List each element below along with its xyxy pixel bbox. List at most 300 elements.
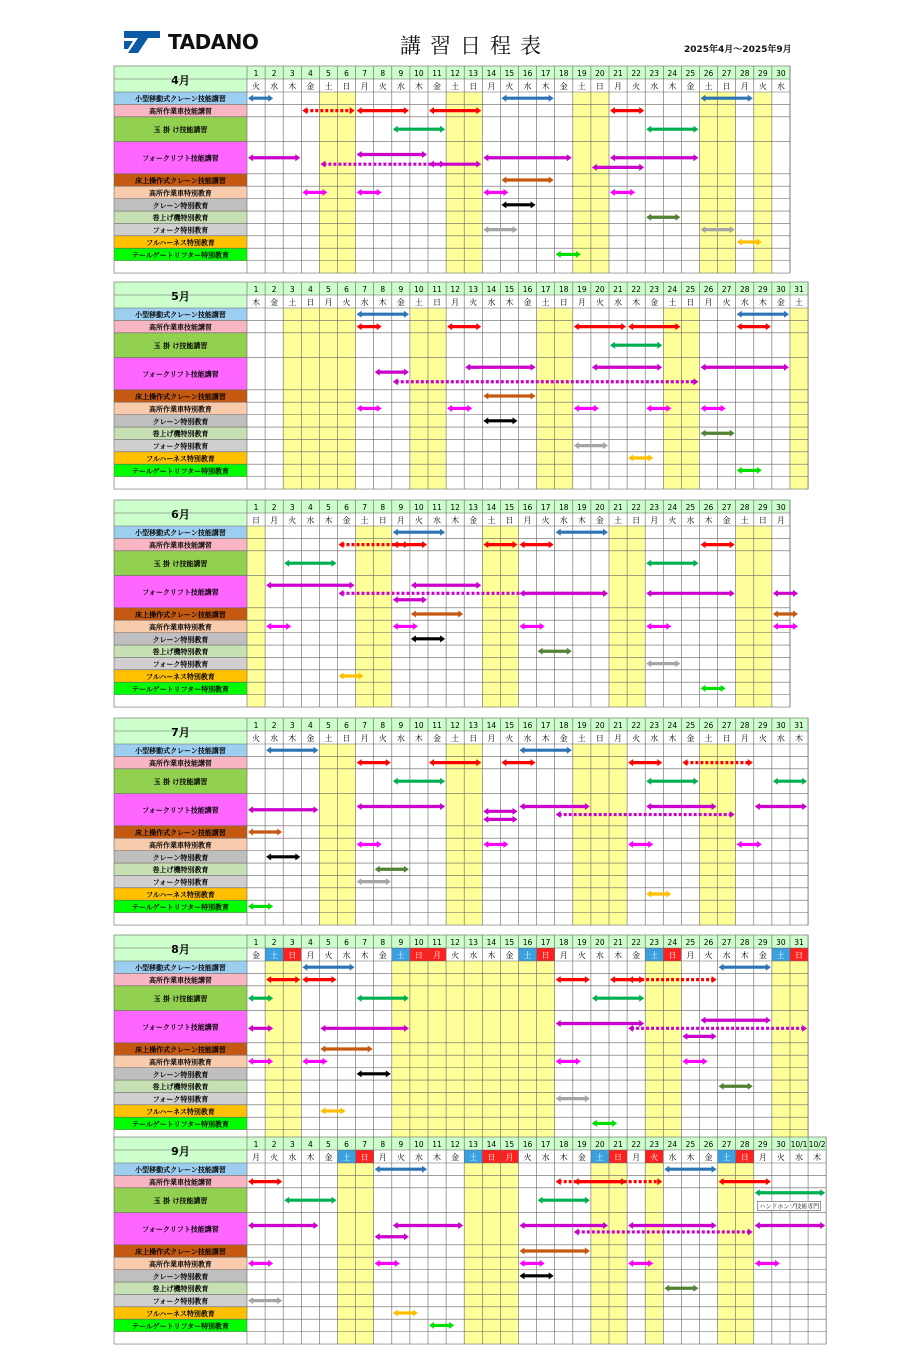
- day-number: 1: [253, 68, 259, 78]
- month-title: 7月: [171, 725, 190, 739]
- weekday-label: 金: [559, 81, 568, 91]
- weekday-label: 木: [541, 81, 550, 91]
- day-number: 19: [577, 68, 587, 78]
- schedule-bar-fullharness: [320, 1108, 345, 1115]
- day-number: 22: [631, 284, 641, 294]
- schedule-bar-tamakake: [592, 995, 644, 1002]
- weekday-label: 木: [306, 1152, 315, 1162]
- day-number: 10: [414, 284, 424, 294]
- day-number: 17: [540, 68, 551, 78]
- weekday-label: 火: [288, 515, 297, 525]
- weekday-label: 土: [523, 950, 532, 960]
- weekday-label: 日: [722, 733, 731, 743]
- month-grid-aug: [114, 935, 808, 1142]
- course-label: 高所作業車特別教育: [149, 189, 212, 198]
- day-number: 14: [486, 502, 497, 512]
- day-number: 8: [380, 1139, 386, 1149]
- day-number: 14: [486, 68, 497, 78]
- day-number: 25: [685, 284, 696, 294]
- course-label: 巻上げ機特別教育: [152, 430, 209, 439]
- course-label: 高所作業車特別教育: [149, 841, 212, 850]
- day-number: 11: [432, 68, 442, 78]
- weekday-label: 金: [433, 733, 442, 743]
- course-label: 高所作業車技能講習: [149, 976, 212, 985]
- day-number: 9: [398, 720, 404, 730]
- day-number: 2: [271, 937, 277, 947]
- schedule-bar-kogata: [737, 311, 789, 318]
- day-number: 28: [739, 1139, 750, 1149]
- day-number: 17: [540, 937, 551, 947]
- weekday-label: 月: [306, 950, 315, 960]
- weekday-label: 木: [414, 81, 423, 91]
- day-number: 3: [289, 937, 295, 947]
- schedule-bar-forklift: [519, 590, 607, 597]
- day-number: 29: [758, 284, 768, 294]
- schedule-bar-tamakake: [284, 1197, 336, 1204]
- month-title: 4月: [171, 73, 190, 87]
- weekday-label: 土: [776, 950, 785, 960]
- weekday-label: 月: [523, 515, 532, 525]
- weekday-label: 土: [396, 950, 405, 960]
- day-number: 24: [667, 284, 678, 294]
- schedule-bar-koshotokubetsu: [375, 1260, 400, 1267]
- day-number: 21: [613, 68, 623, 78]
- weekday-label: 日: [360, 1152, 369, 1162]
- weekday-label: 日: [595, 81, 604, 91]
- course-label: 床上操作式クレーン技能講習: [135, 829, 226, 838]
- schedule-bar-tailgate: [429, 1322, 454, 1329]
- weekday-label: 火: [704, 950, 713, 960]
- weekday-label: 火: [270, 1152, 279, 1162]
- weekday-label: 月: [324, 297, 333, 307]
- day-number: 27: [721, 284, 732, 294]
- schedule-bar-koshotokubetsu: [556, 1058, 581, 1065]
- day-number: 12: [450, 68, 460, 78]
- weekday-label: 日: [469, 81, 478, 91]
- schedule-bar-kogata: [248, 95, 273, 102]
- day-number: 13: [468, 720, 479, 730]
- weekday-label: 日: [342, 81, 351, 91]
- page-title: 講習日程表: [400, 34, 550, 58]
- course-label: 玉 掛 け技能講習: [153, 778, 208, 787]
- day-number: 15: [504, 937, 515, 947]
- weekday-label: 月: [614, 81, 623, 91]
- day-number: 18: [558, 284, 569, 294]
- weekday-label: 日: [722, 81, 731, 91]
- weekday-label: 木: [288, 81, 297, 91]
- day-number: 27: [721, 720, 732, 730]
- day-number: 29: [758, 502, 768, 512]
- schedule-bar-koshotokubetsu: [519, 623, 544, 630]
- day-number: 9: [398, 502, 404, 512]
- schedule-bar-koshotokubetsu: [700, 405, 725, 412]
- day-number: 9: [398, 937, 404, 947]
- day-number: 9: [398, 1139, 404, 1149]
- day-number: 16: [522, 720, 533, 730]
- schedule-bar-koshotokubetsu: [393, 623, 418, 630]
- schedule-bar-forklift: [755, 803, 807, 810]
- month-grid-sep: [114, 1137, 826, 1344]
- day-number: 26: [703, 502, 714, 512]
- schedule-bar-kogata: [719, 964, 771, 971]
- day-number: 12: [450, 284, 460, 294]
- course-label: フォークリフト技能講習: [142, 806, 219, 815]
- weekday-label: 木: [414, 733, 423, 743]
- course-label: 高所作業車特別教育: [149, 1260, 212, 1269]
- weekday-label: 火: [252, 733, 261, 743]
- course-label: テールゲートリフター特別教育: [131, 1322, 230, 1331]
- schedule-bar-koshotokubetsu: [737, 841, 762, 848]
- month-block-apr: [114, 66, 790, 273]
- day-number: 14: [486, 284, 497, 294]
- day-number: 15: [504, 720, 515, 730]
- weekday-label: 木: [324, 515, 333, 525]
- day-number: 10: [414, 937, 424, 947]
- schedule-bar-koshosagyo: [357, 107, 409, 114]
- day-number: 18: [558, 502, 569, 512]
- weekday-label: 水: [396, 733, 405, 743]
- day-number: 20: [595, 937, 605, 947]
- day-number: 19: [577, 502, 587, 512]
- schedule-bar-koshotokubetsu: [773, 623, 798, 630]
- day-number: 26: [703, 720, 714, 730]
- day-number: 5: [326, 68, 331, 78]
- day-number: 30: [776, 68, 786, 78]
- weekday-label: 日: [541, 950, 550, 960]
- weekday-label: 土: [487, 515, 496, 525]
- weekday-label: 金: [559, 733, 568, 743]
- weekday-label: 木: [505, 297, 514, 307]
- day-number: 7: [362, 1139, 368, 1149]
- schedule-bar-kogata: [501, 95, 553, 102]
- month-title: 5月: [171, 289, 190, 303]
- course-label: 巻上げ機特別教育: [152, 866, 209, 875]
- month-grid-jul: [114, 718, 808, 925]
- month-grid-jun: [114, 500, 790, 707]
- course-label: 床上操作式クレーン技能講習: [135, 611, 226, 620]
- course-label: 高所作業車技能講習: [149, 541, 212, 550]
- weekday-label: 木: [668, 733, 677, 743]
- course-label: 床上操作式クレーン技能講習: [135, 393, 226, 402]
- day-number: 22: [631, 68, 641, 78]
- weekday-label: 金: [469, 515, 478, 525]
- weekday-label: 月: [451, 297, 460, 307]
- schedule-bar-koshotokubetsu: [266, 623, 291, 630]
- course-label: フォーク特別教育: [152, 660, 209, 669]
- weekday-label: 土: [541, 297, 550, 307]
- schedule-bar-shojo: [320, 1046, 372, 1053]
- weekday-label: 火: [252, 81, 261, 91]
- course-label: 床上操作式クレーン技能講習: [135, 177, 226, 186]
- schedule-bar-fullharness: [393, 1310, 418, 1317]
- weekday-label: 土: [360, 515, 369, 525]
- weekday-label: 日: [668, 950, 677, 960]
- weekday-label: 水: [740, 297, 749, 307]
- weekday-label: 土: [704, 81, 713, 91]
- day-number: 15: [504, 502, 515, 512]
- schedule-period: 2025年4月～2025年9月: [684, 45, 792, 55]
- course-label: 玉 掛 け技能講習: [153, 560, 208, 569]
- weekday-label: 日: [414, 950, 423, 960]
- schedule-bar-koshotokubetsu: [755, 1260, 780, 1267]
- weekday-label: 日: [487, 1152, 496, 1162]
- day-number: 27: [721, 68, 732, 78]
- weekday-label: 月: [505, 1152, 514, 1162]
- weekday-label: 木: [668, 81, 677, 91]
- weekday-label: 木: [686, 1152, 695, 1162]
- day-number: 6: [344, 1139, 349, 1149]
- weekday-label: 月: [360, 733, 369, 743]
- weekday-label: 土: [414, 297, 423, 307]
- course-label: テールゲートリフター特別教育: [132, 1120, 230, 1129]
- weekday-label: 水: [722, 950, 731, 960]
- course-label: 小型移動式クレーン技能講習: [135, 1166, 226, 1175]
- weekday-label: 金: [704, 1152, 713, 1162]
- weekday-label: 水: [414, 1152, 423, 1162]
- weekday-label: 月: [704, 297, 713, 307]
- day-number: 18: [558, 1139, 569, 1149]
- day-number: 31: [794, 720, 804, 730]
- weekday-label: 水: [776, 733, 785, 743]
- course-label: 玉 掛 け技能講習: [153, 342, 208, 351]
- weekday-label: 土: [288, 297, 297, 307]
- course-label: 玉 掛 け技能講習: [153, 1197, 208, 1206]
- weekday-label: 金: [270, 297, 279, 307]
- schedule-bar-forklift: [483, 154, 571, 161]
- day-number: 21: [613, 720, 623, 730]
- day-number: 6: [344, 68, 349, 78]
- course-label: クレーン特別教育: [152, 1272, 209, 1281]
- weekday-label: 水: [541, 1152, 550, 1162]
- course-label: 小型移動式クレーン技能講習: [135, 964, 226, 973]
- day-number: 18: [558, 68, 569, 78]
- weekday-label: 金: [722, 515, 731, 525]
- day-number: 11: [432, 502, 442, 512]
- course-label: クレーン特別教育: [152, 853, 209, 862]
- schedule-bar-forklift: [700, 364, 788, 371]
- day-number: 5: [326, 284, 331, 294]
- day-number: 17: [540, 1139, 551, 1149]
- schedule-bar-koshotokubetsu: [628, 841, 653, 848]
- day-number: 26: [703, 284, 714, 294]
- course-label: フォークリフト技能講習: [142, 588, 219, 597]
- month-block-jun: [114, 500, 790, 707]
- day-number: 1: [253, 502, 259, 512]
- weekday-label: 火: [342, 297, 351, 307]
- day-number: 5: [326, 502, 331, 512]
- day-number: 29: [758, 937, 768, 947]
- weekday-label: 月: [577, 297, 586, 307]
- weekday-label: 金: [324, 1152, 333, 1162]
- weekday-label: 土: [324, 733, 333, 743]
- weekday-label: 水: [650, 733, 659, 743]
- day-number: 15: [504, 68, 515, 78]
- weekday-label: 日: [632, 515, 641, 525]
- weekday-label: 火: [469, 297, 478, 307]
- month-block-jul: [114, 718, 808, 925]
- day-number: 7: [362, 937, 368, 947]
- day-number: 19: [577, 720, 587, 730]
- day-number: 31: [794, 284, 804, 294]
- day-number: 28: [739, 502, 750, 512]
- weekday-label: 木: [740, 950, 749, 960]
- course-label: フルハーネス特別教育: [146, 239, 215, 248]
- weekday-label: 水: [686, 515, 695, 525]
- schedule-bar-koshotokubetsu: [646, 623, 671, 630]
- weekday-label: 木: [487, 950, 496, 960]
- day-number: 27: [721, 502, 732, 512]
- day-number: 3: [289, 284, 295, 294]
- weekday-label: 火: [505, 733, 514, 743]
- day-number: 23: [649, 720, 660, 730]
- day-number: 20: [595, 68, 605, 78]
- day-number: 9: [398, 284, 404, 294]
- course-label: 高所作業車特別教育: [149, 1058, 212, 1067]
- day-number: 25: [685, 720, 696, 730]
- course-label: 高所作業車特別教育: [149, 405, 212, 414]
- weekday-label: 火: [414, 515, 423, 525]
- day-number: 26: [703, 68, 714, 78]
- schedule-bar-koshotokubetsu: [682, 1058, 707, 1065]
- schedule-bar-tailgate: [592, 1120, 617, 1127]
- weekday-label: 日: [559, 297, 568, 307]
- course-label: 高所作業車技能講習: [149, 323, 212, 332]
- day-number: 7: [362, 720, 368, 730]
- weekday-label: 金: [776, 297, 785, 307]
- weekday-label: 月: [559, 950, 568, 960]
- day-number: 6: [344, 937, 349, 947]
- weekday-label: 月: [378, 1152, 387, 1162]
- weekday-label: 日: [614, 1152, 623, 1162]
- schedule-bar-kogata: [375, 1166, 427, 1173]
- course-label: フォークリフト技能講習: [142, 154, 219, 163]
- weekday-label: 火: [776, 1152, 785, 1162]
- schedule-bar-koshotokubetsu: [574, 405, 599, 412]
- day-number: 3: [289, 68, 295, 78]
- weekday-label: 日: [758, 515, 767, 525]
- schedule-bar-tailgate: [700, 685, 725, 692]
- schedule-bar-koshotokubetsu: [248, 1058, 273, 1065]
- course-label: 巻上げ機特別教育: [152, 648, 209, 657]
- weekday-label: 土: [668, 297, 677, 307]
- course-label: 床上操作式クレーン技能講習: [135, 1248, 226, 1257]
- course-label: 高所作業車技能講習: [149, 1178, 212, 1187]
- course-label: フォークリフト技能講習: [142, 370, 219, 379]
- schedule-bar-tailgate: [556, 251, 581, 258]
- course-label: テールゲートリフター特別教育: [132, 467, 230, 476]
- weekday-label: 月: [614, 733, 623, 743]
- weekday-label: 日: [252, 515, 261, 525]
- weekday-label: 月: [758, 1152, 767, 1162]
- schedule-bar-kogata: [302, 964, 354, 971]
- month-title: 9月: [171, 1144, 190, 1158]
- schedule-bar-kogata: [519, 747, 571, 754]
- schedule-bar-koshotokubetsu: [248, 1260, 273, 1267]
- schedule-bar-fullharness: [737, 239, 762, 246]
- schedule-note: ハンドホンプ技術専門: [759, 1203, 820, 1211]
- day-number: 19: [577, 1139, 587, 1149]
- day-number: 2: [271, 720, 277, 730]
- schedule-bar-forklift: [556, 1020, 644, 1027]
- schedule-bar-kogata: [393, 529, 445, 536]
- day-number: 23: [649, 68, 660, 78]
- day-number: 20: [595, 284, 605, 294]
- day-number: 11: [432, 284, 442, 294]
- day-number: 12: [450, 937, 460, 947]
- weekday-label: 月: [252, 1152, 261, 1162]
- page-header: [0, 0, 910, 62]
- weekday-label: 水: [668, 1152, 677, 1162]
- day-number: 4: [307, 284, 313, 294]
- weekday-label: 日: [306, 297, 315, 307]
- day-number: 3: [289, 720, 295, 730]
- schedule-bar-koshotokubetsu: [519, 1260, 544, 1267]
- weekday-label: 火: [758, 733, 767, 743]
- day-number: 17: [540, 720, 551, 730]
- day-number: 31: [794, 937, 804, 947]
- day-number: 10: [414, 68, 424, 78]
- weekday-label: 火: [632, 733, 641, 743]
- day-number: 4: [307, 937, 313, 947]
- weekday-label: 金: [686, 733, 695, 743]
- day-number: 21: [613, 937, 623, 947]
- day-number: 7: [362, 502, 368, 512]
- weekday-label: 金: [632, 950, 641, 960]
- day-number: 29: [758, 68, 768, 78]
- schedule-bar-kogata: [266, 747, 318, 754]
- day-number: 16: [522, 502, 533, 512]
- day-number: 3: [289, 1139, 295, 1149]
- schedule-bar-koshotokubetsu: [447, 405, 472, 412]
- day-number: 15: [504, 284, 515, 294]
- course-label: 小型移動式クレーン技能講習: [135, 747, 226, 756]
- weekday-label: 木: [378, 297, 387, 307]
- course-label: フォーク特別教育: [152, 226, 209, 235]
- day-number: 18: [558, 937, 569, 947]
- tadano-logo: [124, 30, 258, 54]
- schedule-bar-fullharness: [339, 673, 364, 680]
- day-number: 29: [758, 720, 768, 730]
- day-number: 19: [577, 937, 587, 947]
- day-number: 8: [380, 937, 386, 947]
- weekday-label: 土: [451, 81, 460, 91]
- day-number: 6: [344, 502, 349, 512]
- weekday-label: 月: [360, 81, 369, 91]
- weekday-label: 水: [360, 297, 369, 307]
- weekday-label: 土: [722, 1152, 731, 1162]
- day-number: 4: [307, 68, 313, 78]
- weekday-label: 月: [740, 733, 749, 743]
- weekday-label: 水: [469, 950, 478, 960]
- weekday-label: 火: [577, 950, 586, 960]
- weekday-label: 水: [523, 81, 532, 91]
- course-label: 高所作業車技能講習: [149, 759, 212, 768]
- month-title: 6月: [171, 507, 190, 521]
- schedule-bar-forklift: [266, 582, 354, 589]
- weekday-label: 月: [650, 515, 659, 525]
- weekday-label: 火: [722, 297, 731, 307]
- schedule-bar-kogata: [556, 529, 608, 536]
- weekday-label: 土: [577, 733, 586, 743]
- weekday-label: 金: [396, 297, 405, 307]
- schedule-bar-tamakake: [610, 342, 662, 349]
- weekday-label: 火: [668, 515, 677, 525]
- schedule-bar-koshotokubetsu: [483, 189, 508, 196]
- weekday-label: 日: [686, 297, 695, 307]
- schedule-bar-koshosagyo: [574, 323, 626, 330]
- day-number: 2: [271, 284, 277, 294]
- day-number: 22: [631, 1139, 641, 1149]
